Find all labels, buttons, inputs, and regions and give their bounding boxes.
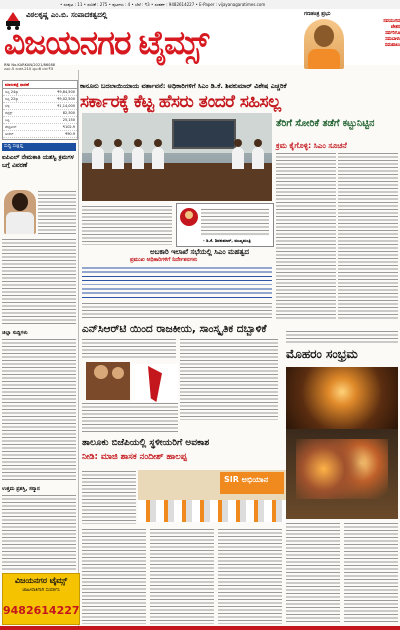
brief-headline[interactable]: ಐಪಿಎಲ್ ನೇಮಕಾತಿ ಯಶಸ್ವಿ ಕ್ರಮಗಳ ಬಗ್ಗೆ ವಿವರಣೆ	[2, 154, 74, 169]
story-subhead: ಪ್ರಮುಖ ಅಧಿಕಾರಿಗಳಿಗೆ ನಿರ್ದೇಶನಗಳು	[130, 257, 198, 263]
greeting-line: ಸರ್ವರಿಗೂ	[385, 31, 400, 36]
body-text	[338, 152, 398, 320]
story-headline[interactable]: ಅಬಕಾರಿ ಇಲಾಖೆ ಸಭೆಯಲ್ಲಿ ಸಿಎಂ ಮಹತ್ವದ	[150, 248, 249, 256]
market-row	[3, 89, 77, 96]
news-brief-bar: ಸುದ್ದಿ ಸಂಕ್ಷಿಪ್ತ	[2, 143, 76, 151]
newspaper-title: ವಿಜಯನಗರ ಟೈಮ್ಸ್	[4, 24, 209, 61]
body-text	[2, 494, 76, 570]
body-text	[150, 528, 214, 624]
bjp-story-subhead: ನೀಡಿ: ಮಾಜಿ ಶಾಸಕ ನಂದೀಶ್ ಹಾಲಪ್ಪ	[82, 452, 187, 462]
bjp-event-photo	[138, 470, 286, 522]
market-row	[3, 117, 77, 124]
advert-subtitle: ಜಾಹೀರಾತಿಗಾಗಿ ಸಂಪರ್ಕಿಸಿ	[22, 588, 60, 593]
registration-line: RNI No.KARKAN/2021/86088	[4, 63, 56, 67]
market-key: ಡೀಸೆಲ್	[5, 132, 14, 136]
subhead: ಉತ್ತಮ ಪ್ರಶಸ್ತಿ, ಸನ್ಮಾನ	[2, 486, 40, 492]
top-strip-text: • ಸಂಪುಟ : 11 • ಸಂಚಿಕೆ : 275 • ಪುಟಗಳು : 4 • ಬೆಲೆ : ₹3 • ಸಂಪರ್ಕ : 9482614227 • E-Paper : vijayanagaratimes.com	[60, 2, 266, 7]
market-row	[3, 131, 77, 138]
body-text	[286, 522, 340, 624]
greeting-head: ಗಣತಂತ್ರ ಪ್ರಭು	[304, 11, 331, 17]
body-text	[2, 238, 76, 326]
quote-text	[201, 208, 269, 236]
market-value: ₹90.9	[64, 132, 75, 136]
market-row	[3, 124, 77, 131]
body-text	[82, 528, 146, 624]
market-value: ₹9,02,500	[57, 97, 75, 101]
market-key: ಬೆಳ್ಳಿ	[5, 104, 10, 108]
market-value: ₹102.9	[62, 125, 75, 129]
market-rates-table	[2, 80, 78, 140]
body-text	[38, 190, 76, 236]
body-text	[180, 338, 278, 420]
lead-kicker: ಕಾನೂನು ಬದಲಾಯಿಯಾಯ ವರ್ತಾವನೆ: ಅಧಿಕಾರಿಗಳಿಗೆ ಸಿಎಂ ಡಿ.ಕೆ. ಶಿವಕುಮಾರ್ ವಿಶೇಷ ಎಚ್ಚರಿಕೆ	[80, 82, 287, 90]
person-photo	[4, 190, 36, 234]
right-story-subhead: ಕ್ರಮ ಕೈಗೊಳ್ಳಿ: ಸಿಎಂ ಸೂಚನೆ	[276, 141, 347, 150]
procession-photo	[286, 367, 398, 429]
market-value: ₹9,84,500	[57, 90, 75, 94]
leader-greeting-box	[300, 11, 400, 71]
greeting-lines	[346, 19, 400, 49]
body-text	[218, 528, 282, 624]
advert-title: ವಿಜಯನಗರ ಟೈಮ್ಸ್	[14, 576, 68, 585]
quote-portrait	[180, 208, 198, 226]
greeting-line: ಸಮಪಾಲು	[384, 43, 400, 48]
greeting-line: ಚೇತನ	[390, 25, 400, 30]
section-headline[interactable]: ಎನ್‌ಸಿಆರ್‌ಟಿ ಯಿಂದ ರಾಜಕೀಯ, ಸಾಂಸ್ಕೃತಿಕ ದಬ್ಬಾಳಿಕೆ	[82, 323, 267, 335]
market-key: ಚಿನ್ನ 24ಕ್ಯಾ	[5, 90, 19, 94]
body-text	[286, 330, 398, 344]
market-row	[3, 103, 77, 110]
body-text	[82, 205, 172, 245]
editor-tagline: ವಿಠಲಕೃಷ್ಣ ಎಂ.ಬಿ. ಸಂಪಾದಕತ್ವದಲ್ಲಿ	[26, 11, 108, 19]
market-key: ಪೆಟ್ರೋಲ್	[5, 125, 17, 129]
body-text	[82, 470, 136, 524]
market-row	[3, 96, 77, 103]
body-text	[82, 402, 178, 432]
quote-source: - ಡಿ.ಕೆ. ಶಿವಕುಮಾರ್, ಮುಖ್ಯಮಂತ್ರಿ	[203, 238, 251, 243]
festival-photo	[286, 429, 398, 519]
meeting-photo	[82, 113, 272, 201]
market-key: ಸೆನ್ಸೆಕ್ಸ್	[5, 111, 13, 115]
flag-icon	[148, 366, 162, 402]
subhead: ಜಿಲ್ಲಾ ಸುದ್ದಿಗಳು	[2, 330, 28, 336]
body-text	[82, 338, 176, 360]
market-value: 25,150	[62, 118, 75, 122]
person-photo	[86, 362, 130, 400]
leader-photo	[304, 19, 344, 69]
body-text	[344, 522, 398, 624]
body-text	[2, 338, 76, 480]
event-banner	[220, 472, 284, 494]
body-text	[276, 152, 336, 320]
lead-headline[interactable]: ಸರ್ಕಾರಕ್ಕೆ ಕೆಟ್ಟ ಹೆಸರು ತಂದರೆ ಸಹಿಸಲ್ಲ	[80, 92, 281, 112]
greeting-line: ನವಯುಗದ	[383, 19, 400, 24]
event-banner-text: SIR ಅಭಿಯಾನ	[224, 475, 269, 484]
bottom-rule	[0, 626, 400, 630]
greeting-line: ಸಮಬಾಳು	[385, 37, 400, 42]
market-key: ಚಿನ್ನ 22ಕ್ಯಾ	[5, 97, 19, 101]
market-value: 82,500	[62, 111, 75, 115]
market-key: ನಿಫ್ಟಿ	[5, 118, 10, 122]
advert-phone: 9482614227	[3, 604, 80, 617]
advert-box[interactable]	[2, 573, 80, 625]
bjp-story-headline[interactable]: ತಾಲೂಕು ಬಿಜೆಪಿಯಲ್ಲಿ ಸ್ಥಳೀಯರಿಗೆ ಅವಕಾಶ	[82, 438, 210, 448]
market-value: ₹1,14,000	[57, 104, 75, 108]
quote-box	[176, 203, 274, 247]
right-story-headline[interactable]: ತೆರಿಗೆ ಸೋರಿಕೆ ತಡೆಗೆ ಕಟ್ಟುನಿಟ್ಟಿನ	[276, 118, 375, 129]
moharram-headline[interactable]: ಮೊಹರಂ ಸಂಭ್ರಮ	[286, 347, 358, 361]
highlight-text	[82, 266, 272, 300]
issue-line: ವರ್ಷ-5 ಸಂಚಿಕೆ-210 ಪುಟ:6 ಬೆಲೆ:₹3	[4, 67, 54, 71]
body-text	[82, 302, 272, 318]
left-column	[0, 70, 79, 630]
market-row	[3, 110, 77, 117]
market-title: ಮಾರುಕಟ್ಟೆ ಧಾರಣೆ	[3, 81, 77, 89]
